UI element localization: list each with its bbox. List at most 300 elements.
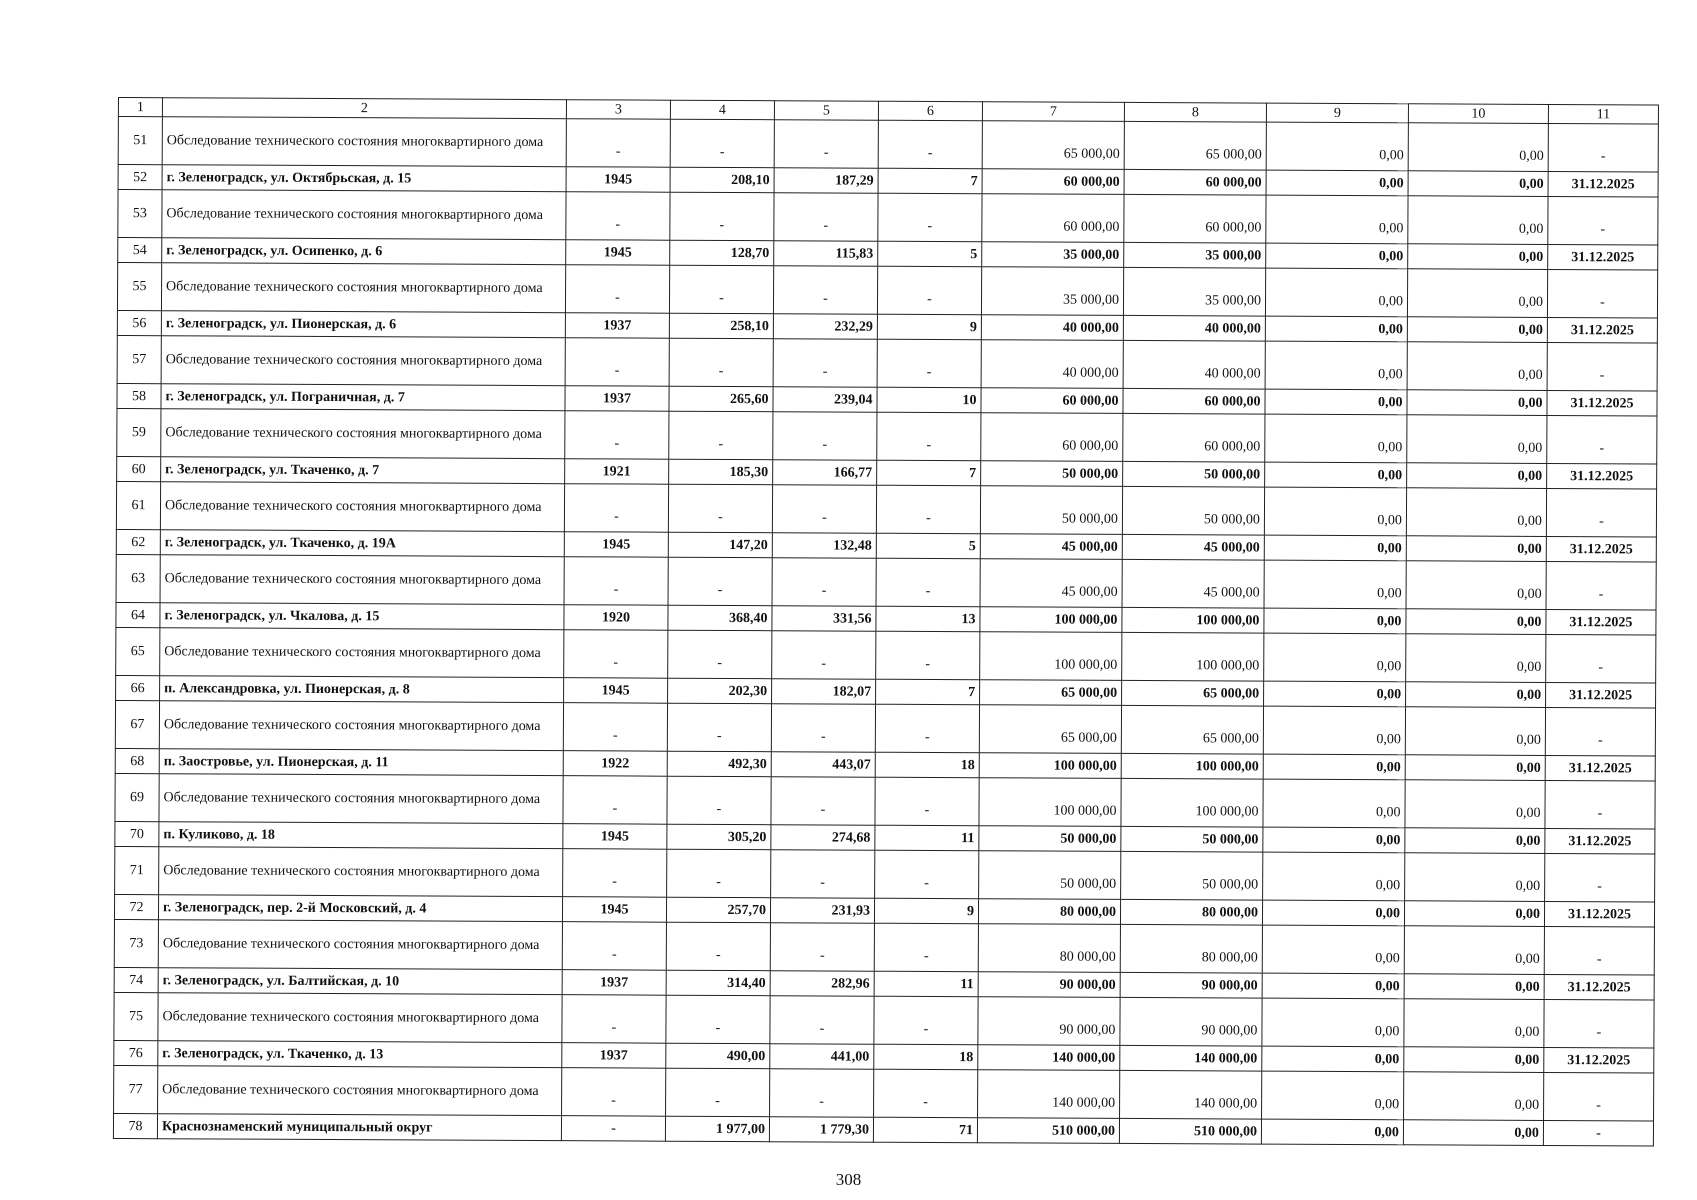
cell-row-name: Обследование технического состояния многоквартирного дома — [160, 555, 564, 605]
cell-deadline: 31.12.2025 — [1547, 390, 1657, 416]
cell-residents: - — [875, 777, 979, 826]
cell-local-funds: 0,00 — [1264, 633, 1406, 682]
cell-other-funds: 0,00 — [1406, 682, 1546, 708]
cell-local-funds: 0,00 — [1264, 560, 1406, 609]
cell-total-cost: 65 000,00 — [982, 121, 1124, 170]
cell-year-built: 1945 — [566, 240, 670, 266]
cell-other-funds: 0,00 — [1404, 974, 1544, 1000]
cell-total-area: 492,30 — [667, 751, 771, 777]
service-row — [114, 919, 1654, 975]
cell-row-name: п. Заостровье, ул. Пионерская, д. 11 — [159, 749, 563, 776]
cell-living-area: - — [770, 1069, 874, 1118]
service-row — [116, 554, 1656, 610]
cell-regional-funds: 45 000,00 — [1122, 534, 1264, 560]
cell-row-name: Обследование технического состояния многоквартирного дома — [159, 701, 563, 751]
cell-living-area: 232,29 — [773, 314, 877, 340]
cell-residents: - — [877, 412, 981, 461]
cell-regional-funds: 80 000,00 — [1120, 924, 1262, 973]
cell-year-built: 1937 — [562, 1043, 666, 1069]
cell-total-cost: 50 000,00 — [979, 851, 1121, 900]
cell-other-funds: 0,00 — [1408, 123, 1548, 172]
cell-total-area: 258,10 — [669, 313, 773, 339]
cell-other-funds: 0,00 — [1405, 755, 1545, 781]
service-row — [118, 190, 1658, 246]
cell-row-name: г. Зеленоградск, ул. Ткаченко, д. 7 — [161, 457, 565, 484]
cell-total-area: 490,00 — [666, 1043, 770, 1069]
cell-local-funds: 0,00 — [1264, 487, 1406, 536]
cell-deadline: - — [1547, 269, 1657, 318]
cell-living-area: 331,56 — [772, 606, 876, 632]
cell-row-number: 66 — [116, 675, 160, 700]
cell-regional-funds: 65 000,00 — [1122, 680, 1264, 706]
cell-total-cost: 100 000,00 — [980, 607, 1122, 633]
service-row — [118, 117, 1658, 173]
cell-local-funds: 0,00 — [1266, 122, 1408, 171]
service-row — [115, 773, 1655, 829]
cell-total-cost: 60 000,00 — [982, 194, 1124, 243]
cell-regional-funds: 50 000,00 — [1121, 851, 1263, 900]
cell-deadline: - — [1546, 488, 1656, 537]
cell-living-area: 166,77 — [773, 460, 877, 486]
cell-row-number: 63 — [116, 554, 160, 602]
cell-total-area: 368,40 — [668, 605, 772, 631]
cell-total-area: 208,10 — [670, 167, 774, 193]
cell-total-area: 257,70 — [666, 897, 770, 923]
service-row — [115, 846, 1655, 902]
cell-regional-funds: 140 000,00 — [1120, 1070, 1262, 1119]
cell-residents: - — [874, 996, 978, 1045]
cell-living-area: 282,96 — [770, 971, 874, 997]
cell-row-name: г. Зеленоградск, ул. Пограничная, д. 7 — [161, 384, 565, 411]
column-header-11: 11 — [1548, 104, 1658, 124]
cell-living-area: 132,48 — [772, 533, 876, 559]
cell-local-funds: 0,00 — [1262, 973, 1404, 999]
cell-row-number: 55 — [117, 263, 161, 311]
cell-living-area: - — [773, 412, 877, 461]
cell-row-number: 60 — [117, 456, 161, 481]
cell-total-cost: 90 000,00 — [978, 972, 1120, 998]
service-row — [116, 627, 1656, 683]
cell-deadline: 31.12.2025 — [1547, 317, 1657, 343]
cell-total-cost: 50 000,00 — [981, 461, 1123, 487]
cell-regional-funds: 60 000,00 — [1123, 388, 1265, 414]
cell-total-area: 1 977,00 — [665, 1116, 769, 1142]
cell-regional-funds: 100 000,00 — [1122, 607, 1264, 633]
cell-residents: - — [878, 193, 982, 242]
cell-total-cost: 35 000,00 — [982, 242, 1124, 268]
cell-local-funds: 0,00 — [1264, 535, 1406, 561]
cell-residents: 7 — [877, 460, 981, 486]
cell-year-built: 1945 — [563, 824, 667, 850]
cell-row-number: 74 — [114, 967, 158, 992]
cell-row-number: 67 — [115, 700, 159, 748]
cell-total-area: - — [667, 703, 771, 752]
cell-row-number: 62 — [116, 529, 160, 554]
cell-row-name: Обследование технического состояния многоквартирного дома — [162, 190, 566, 240]
cell-regional-funds: 65 000,00 — [1121, 705, 1263, 754]
cell-deadline: - — [1548, 123, 1658, 172]
cell-total-area: - — [667, 776, 771, 825]
cell-residents: - — [874, 923, 978, 972]
cell-living-area: 443,07 — [771, 752, 875, 778]
cell-total-area: - — [670, 192, 774, 241]
cell-row-name: Обследование технического состояния многоквартирного дома — [158, 920, 562, 970]
cell-living-area: 239,04 — [773, 387, 877, 413]
column-header-8: 8 — [1124, 102, 1266, 122]
cell-year-built: - — [564, 557, 668, 606]
cell-row-name: г. Зеленоградск, ул. Чкалова, д. 15 — [160, 603, 564, 630]
cell-regional-funds: 60 000,00 — [1124, 194, 1266, 243]
cell-local-funds: 0,00 — [1263, 827, 1405, 853]
cell-row-number: 68 — [115, 748, 159, 773]
cell-row-name: п. Куликово, д. 18 — [159, 822, 563, 849]
cell-living-area: 231,93 — [770, 898, 874, 924]
cell-year-built: - — [562, 922, 666, 971]
cell-year-built: 1937 — [565, 386, 669, 412]
cell-residents: - — [877, 266, 981, 315]
cell-residents: 11 — [875, 825, 979, 851]
cell-deadline: 31.12.2025 — [1546, 682, 1656, 708]
cell-local-funds: 0,00 — [1265, 316, 1407, 342]
cell-year-built: 1937 — [562, 970, 666, 996]
cell-local-funds: 0,00 — [1266, 195, 1408, 244]
cell-deadline: 31.12.2025 — [1544, 974, 1654, 1000]
cell-total-area: - — [666, 995, 770, 1044]
cell-residents: - — [878, 120, 982, 169]
page-number: 308 — [835, 1170, 862, 1189]
cell-total-cost: 140 000,00 — [978, 1070, 1120, 1119]
cell-residents: - — [876, 631, 980, 680]
cell-residents: - — [875, 850, 979, 899]
cell-regional-funds: 100 000,00 — [1122, 632, 1264, 681]
cell-total-area: - — [669, 411, 773, 460]
cell-other-funds: 0,00 — [1405, 853, 1545, 902]
cell-row-number: 54 — [118, 238, 162, 263]
cell-row-number: 75 — [114, 992, 158, 1040]
cell-total-area: - — [666, 1068, 770, 1117]
cell-other-funds: 0,00 — [1404, 901, 1544, 927]
cell-deadline: - — [1545, 853, 1655, 902]
cell-regional-funds: 80 000,00 — [1120, 899, 1262, 925]
cell-other-funds: 0,00 — [1407, 463, 1547, 489]
cell-row-name: Обследование технического состояния многоквартирного дома — [158, 993, 562, 1043]
cell-row-name: Обследование технического состояния многоквартирного дома — [160, 482, 564, 532]
column-header-5: 5 — [774, 101, 878, 121]
cell-year-built: 1945 — [566, 167, 670, 193]
cell-other-funds: 0,00 — [1404, 926, 1544, 975]
cell-total-area: 314,40 — [666, 970, 770, 996]
cell-total-cost: 80 000,00 — [978, 899, 1120, 925]
cell-total-cost: 60 000,00 — [981, 413, 1123, 462]
cell-local-funds: 0,00 — [1263, 754, 1405, 780]
cell-row-number: 76 — [114, 1040, 158, 1065]
cell-living-area: 182,07 — [772, 679, 876, 705]
cell-total-cost: 35 000,00 — [981, 267, 1123, 316]
cell-year-built: - — [566, 192, 670, 241]
cell-local-funds: 0,00 — [1262, 925, 1404, 974]
cell-row-number: 72 — [114, 894, 158, 919]
cell-total-cost: 100 000,00 — [980, 632, 1122, 681]
cell-local-funds: 0,00 — [1265, 268, 1407, 317]
cell-total-cost: 60 000,00 — [981, 388, 1123, 414]
cell-other-funds: 0,00 — [1407, 317, 1547, 343]
column-header-1: 1 — [118, 98, 162, 117]
cell-year-built: - — [565, 265, 669, 314]
cell-row-name: п. Александровка, ул. Пионерская, д. 8 — [160, 676, 564, 703]
cell-row-name: г. Зеленоградск, ул. Ткаченко, д. 13 — [158, 1041, 562, 1068]
cell-local-funds: 0,00 — [1264, 608, 1406, 634]
cell-other-funds: 0,00 — [1408, 171, 1548, 197]
cell-row-name: Обследование технического состояния многоквартирного дома — [159, 847, 563, 897]
cell-living-area: - — [774, 193, 878, 242]
cell-row-number: 71 — [115, 846, 159, 894]
cell-regional-funds: 90 000,00 — [1120, 997, 1262, 1046]
cell-total-cost: 100 000,00 — [979, 778, 1121, 827]
cell-total-cost: 140 000,00 — [978, 1045, 1120, 1071]
cell-row-number: 64 — [116, 602, 160, 627]
cell-regional-funds: 40 000,00 — [1123, 340, 1265, 389]
cell-regional-funds: 50 000,00 — [1123, 461, 1265, 487]
cell-residents: 18 — [875, 752, 979, 778]
cell-local-funds: 0,00 — [1262, 998, 1404, 1047]
cell-year-built: - — [562, 1068, 666, 1117]
cell-living-area: 441,00 — [770, 1044, 874, 1070]
cell-local-funds: 0,00 — [1265, 462, 1407, 488]
cell-other-funds: 0,00 — [1405, 707, 1545, 756]
cell-total-area: 147,20 — [668, 532, 772, 558]
service-row — [115, 700, 1655, 756]
cell-other-funds: 0,00 — [1404, 1072, 1544, 1121]
cell-total-area: - — [668, 630, 772, 679]
cell-residents: 11 — [874, 971, 978, 997]
cell-residents: 9 — [874, 898, 978, 924]
cell-living-area: - — [772, 485, 876, 534]
cell-regional-funds: 60 000,00 — [1124, 169, 1266, 195]
cell-regional-funds: 45 000,00 — [1122, 559, 1264, 608]
cell-other-funds: 0,00 — [1404, 1047, 1544, 1073]
cell-deadline: - — [1544, 926, 1654, 975]
cell-local-funds: 0,00 — [1262, 1071, 1404, 1120]
cell-row-number: 52 — [118, 165, 162, 190]
cell-total-cost: 50 000,00 — [980, 486, 1122, 535]
cell-deadline: - — [1543, 1120, 1653, 1146]
cell-year-built: 1945 — [564, 678, 668, 704]
cell-total-cost: 60 000,00 — [982, 169, 1124, 195]
cell-total-area: - — [668, 557, 772, 606]
cell-local-funds: 0,00 — [1265, 389, 1407, 415]
cell-row-name: Обследование технического состояния многоквартирного дома — [161, 263, 565, 313]
cell-local-funds: 0,00 — [1266, 170, 1408, 196]
cell-other-funds: 0,00 — [1406, 634, 1546, 683]
column-header-7: 7 — [982, 102, 1124, 122]
cell-local-funds: 0,00 — [1264, 681, 1406, 707]
cell-local-funds: 0,00 — [1263, 706, 1405, 755]
cell-living-area: - — [771, 704, 875, 753]
cell-row-number: 61 — [116, 481, 160, 529]
cell-year-built: - — [564, 484, 668, 533]
cell-regional-funds: 60 000,00 — [1123, 413, 1265, 462]
cell-year-built: - — [563, 776, 667, 825]
column-header-2: 2 — [162, 98, 566, 119]
service-row — [116, 481, 1656, 537]
cell-row-name: Обследование технического состояния многоквартирного дома — [161, 336, 565, 386]
cell-deadline: 31.12.2025 — [1545, 755, 1655, 781]
cell-other-funds: 0,00 — [1406, 488, 1546, 537]
cell-row-name: г. Зеленоградск, ул. Октябрьская, д. 15 — [162, 165, 566, 192]
cell-local-funds: 0,00 — [1265, 414, 1407, 463]
cell-deadline: - — [1547, 415, 1657, 464]
cell-row-number: 53 — [118, 190, 162, 238]
cell-row-name: г. Зеленоградск, ул. Ткаченко, д. 19А — [160, 530, 564, 557]
cell-total-cost: 40 000,00 — [981, 315, 1123, 341]
cell-deadline: 31.12.2025 — [1547, 463, 1657, 489]
cell-row-name: Обследование технического состояния многоквартирного дома — [158, 1066, 562, 1116]
cell-living-area: - — [771, 777, 875, 826]
cell-deadline: 31.12.2025 — [1545, 828, 1655, 854]
cell-residents: 5 — [878, 241, 982, 267]
service-row — [117, 263, 1657, 319]
cell-total-area: - — [666, 922, 770, 971]
cell-row-name: г. Зеленоградск, пер. 2-й Московский, д. 4 — [158, 895, 562, 922]
cell-deadline: 31.12.2025 — [1548, 171, 1658, 197]
cell-regional-funds: 40 000,00 — [1123, 315, 1265, 341]
cell-total-cost: 80 000,00 — [978, 924, 1120, 973]
cell-living-area: - — [773, 339, 877, 388]
cell-residents: - — [874, 1069, 978, 1118]
cell-deadline: - — [1546, 634, 1656, 683]
column-header-6: 6 — [878, 101, 982, 121]
service-row — [117, 335, 1657, 391]
cell-living-area: 115,83 — [774, 241, 878, 267]
cell-total-cost: 45 000,00 — [980, 559, 1122, 608]
cell-residents: 9 — [877, 314, 981, 340]
cell-local-funds: 0,00 — [1261, 1119, 1403, 1145]
service-row — [114, 1065, 1654, 1121]
cell-year-built: 1920 — [564, 605, 668, 631]
cell-regional-funds: 100 000,00 — [1121, 753, 1263, 779]
cell-row-name: г. Зеленоградск, ул. Балтийская, д. 10 — [158, 968, 562, 995]
cell-row-number: 70 — [115, 821, 159, 846]
cell-local-funds: 0,00 — [1262, 1046, 1404, 1072]
cell-other-funds: 0,00 — [1407, 390, 1547, 416]
cell-year-built: - — [561, 1116, 665, 1142]
cell-residents: - — [876, 485, 980, 534]
column-header-9: 9 — [1266, 103, 1408, 123]
cell-year-built: - — [562, 995, 666, 1044]
cell-other-funds: 0,00 — [1406, 561, 1546, 610]
cell-deadline: - — [1546, 561, 1656, 610]
cell-row-number: 78 — [113, 1113, 157, 1138]
cell-total-area: 305,20 — [667, 824, 771, 850]
cell-row-number: 73 — [114, 919, 158, 967]
cell-regional-funds: 140 000,00 — [1120, 1045, 1262, 1071]
cell-living-area: - — [772, 631, 876, 680]
cell-living-area: - — [770, 923, 874, 972]
cell-deadline: 31.12.2025 — [1546, 536, 1656, 562]
cell-living-area: 274,68 — [771, 825, 875, 851]
cell-regional-funds: 35 000,00 — [1124, 242, 1266, 268]
cell-living-area: - — [773, 266, 877, 315]
cell-residents: 71 — [873, 1117, 977, 1143]
cell-row-name: Обследование технического состояния многоквартирного дома — [159, 774, 563, 824]
cell-regional-funds: 50 000,00 — [1121, 826, 1263, 852]
cell-row-name: Обследование технического состояния многоквартирного дома — [162, 117, 566, 167]
cell-year-built: - — [563, 703, 667, 752]
cell-total-cost: 40 000,00 — [981, 340, 1123, 389]
cell-local-funds: 0,00 — [1263, 852, 1405, 901]
cell-local-funds: 0,00 — [1266, 243, 1408, 269]
cell-year-built: 1945 — [562, 897, 666, 923]
cell-year-built: 1921 — [565, 459, 669, 485]
cell-deadline: - — [1545, 780, 1655, 829]
cell-residents: - — [877, 339, 981, 388]
cell-total-area: 128,70 — [670, 240, 774, 266]
cell-local-funds: 0,00 — [1262, 900, 1404, 926]
cell-row-number: 56 — [117, 310, 161, 335]
cell-residents: 7 — [878, 168, 982, 194]
cell-year-built: - — [563, 849, 667, 898]
cell-other-funds: 0,00 — [1405, 828, 1545, 854]
cell-deadline: 31.12.2025 — [1544, 1047, 1654, 1073]
cell-living-area: 187,29 — [774, 168, 878, 194]
cell-residents: 5 — [876, 533, 980, 559]
cell-year-built: - — [564, 630, 668, 679]
cell-regional-funds: 50 000,00 — [1122, 486, 1264, 535]
cell-total-cost: 100 000,00 — [979, 753, 1121, 779]
cell-residents: - — [875, 704, 979, 753]
cell-other-funds: 0,00 — [1407, 415, 1547, 464]
cell-total-cost: 65 000,00 — [979, 705, 1121, 754]
cell-other-funds: 0,00 — [1407, 269, 1547, 318]
cell-row-name: Краснознаменский муниципальный округ — [157, 1114, 561, 1141]
cell-living-area: - — [772, 558, 876, 607]
cell-other-funds: 0,00 — [1408, 244, 1548, 270]
cell-year-built: 1945 — [564, 532, 668, 558]
cell-row-number: 51 — [118, 117, 162, 165]
cell-row-number: 77 — [114, 1065, 158, 1113]
cell-total-cost: 90 000,00 — [978, 997, 1120, 1046]
column-header-3: 3 — [566, 100, 670, 120]
cell-year-built: - — [566, 119, 670, 168]
cell-deadline: 31.12.2025 — [1548, 244, 1658, 270]
cell-deadline: 31.12.2025 — [1544, 901, 1654, 927]
cell-residents: 10 — [877, 387, 981, 413]
cell-total-cost: 510 000,00 — [977, 1118, 1119, 1144]
table-body — [113, 98, 1658, 1147]
cell-regional-funds: 510 000,00 — [1119, 1118, 1261, 1144]
cell-year-built: - — [565, 411, 669, 460]
cell-deadline: - — [1545, 707, 1655, 756]
cell-total-area: - — [670, 119, 774, 168]
cell-living-area: - — [771, 850, 875, 899]
cell-living-area: - — [770, 996, 874, 1045]
cell-deadline: - — [1547, 342, 1657, 391]
cell-other-funds: 0,00 — [1403, 1120, 1543, 1146]
cell-living-area: 1 779,30 — [769, 1117, 873, 1143]
cell-total-cost: 65 000,00 — [980, 680, 1122, 706]
cell-residents: 13 — [876, 606, 980, 632]
cell-row-number: 57 — [117, 335, 161, 383]
cell-row-name: г. Зеленоградск, ул. Осипенко, д. 6 — [162, 238, 566, 265]
cell-residents: 7 — [876, 679, 980, 705]
cell-other-funds: 0,00 — [1405, 780, 1545, 829]
cell-residents: 18 — [874, 1044, 978, 1070]
cell-deadline: - — [1544, 999, 1654, 1048]
cell-regional-funds: 90 000,00 — [1120, 972, 1262, 998]
column-header-4: 4 — [670, 100, 774, 120]
cell-deadline: - — [1548, 196, 1658, 245]
cell-row-name: г. Зеленоградск, ул. Пионерская, д. 6 — [161, 311, 565, 338]
